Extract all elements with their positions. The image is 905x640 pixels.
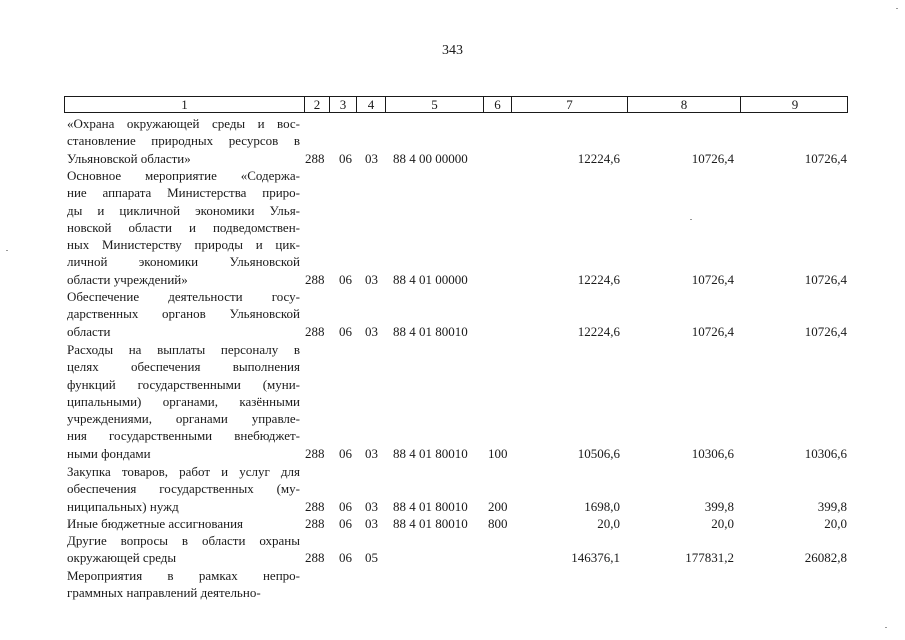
row-name [67,167,300,288]
row-name-line: ды и цикличной экономики Улья- [67,202,300,218]
cell-c2: 288 [305,150,325,166]
cell-c2: 288 [305,445,325,461]
header-col-6: 6 [484,97,512,112]
row-name-line: Расходы на выплаты персоналу в [67,342,300,357]
row-name-line: Основное мероприятие «Содержа- [67,168,300,183]
cell-c6: 800 [488,516,508,531]
cell-c3: 06 [339,550,352,566]
row-name [67,532,300,567]
cell-c9: 399,8 [817,498,847,514]
cell-c7: 146376,1 [571,550,620,566]
cell-c3: 06 [339,445,352,461]
row-name-line: дарственных органов Ульяновской [67,306,300,322]
cell-c9: 10306,6 [804,445,847,461]
cell-c3: 06 [339,150,352,166]
page-number: 343 [442,43,463,58]
cell-c4: 03 [365,271,378,287]
cell-c2: 288 [305,323,325,339]
row-name-line: Мероприятия в рамках непро- [67,568,300,583]
row-name-line: граммных направлений деятельно- [67,585,261,601]
cell-c7: 20,0 [597,516,620,531]
scan-speck [896,8,898,9]
header-col-1: 1 [65,97,305,112]
header-col-8: 8 [628,97,741,112]
cell-c5: 88 4 01 80010 [393,445,468,461]
cell-c5: 88 4 01 00000 [393,271,468,287]
cell-c8: 10306,6 [691,445,734,461]
cell-c3: 06 [339,271,352,287]
cell-c8: 10726,4 [691,323,734,339]
cell-c7: 10506,6 [577,445,620,461]
cell-c2: 288 [305,498,325,514]
row-name-line: Иные бюджетные ассигнования [67,516,244,531]
row-name-line: обеспечения государственных (му- [67,481,300,497]
cell-c8: 177831,2 [685,550,734,566]
row-name [67,288,300,340]
row-name-line: ниципальных) нужд [67,498,179,514]
cell-c4: 03 [365,516,378,531]
scan-speck [690,219,692,220]
table-header [64,96,848,113]
header-col-2: 2 [305,97,330,112]
cell-c8: 10726,4 [691,271,734,287]
cell-c7: 12224,6 [577,150,620,166]
row-name-line: новской области и подведомствен- [67,219,300,235]
cell-c3: 06 [339,498,352,514]
row-name-line: окружающей среды [67,550,177,566]
row-name-line: Закупка товаров, работ и услуг для [67,464,300,479]
cell-c4: 03 [365,445,378,461]
row-name-line: ными фондами [67,445,151,461]
row-name-line: Другие вопросы в области охраны [67,533,300,548]
row-name [67,515,300,532]
cell-c5: 88 4 01 80010 [393,498,468,514]
row-name-line: Обеспечение деятельности госу- [67,289,300,304]
cell-c4: 03 [365,323,378,339]
header-col-4: 4 [357,97,386,112]
row-name-line: учреждениями, органами управле- [67,411,300,427]
cell-c2: 288 [305,271,325,287]
cell-c2: 288 [305,550,325,566]
cell-c4: 03 [365,150,378,166]
cell-c3: 06 [339,323,352,339]
scan-speck [885,627,887,628]
row-name-line: целях обеспечения выполнения [67,359,300,375]
cell-c8: 399,8 [704,498,734,514]
cell-c9: 10726,4 [804,271,847,287]
row-name-line: ние аппарата Министерства приро- [67,185,300,201]
cell-c2: 288 [305,516,325,531]
cell-c8: 10726,4 [691,150,734,166]
header-col-9: 9 [791,97,799,112]
row-name-line: функций государственными (муни- [67,376,300,392]
row-name-line: «Охрана окружающей среды и вос- [67,116,300,131]
cell-c7: 1698,0 [584,498,620,514]
row-name-line: области учреждений» [67,271,188,287]
cell-c9: 10726,4 [804,323,847,339]
cell-c5: 88 4 01 80010 [393,323,468,339]
cell-c6: 200 [488,498,508,514]
cell-c3: 06 [339,516,352,531]
cell-c7: 12224,6 [577,323,620,339]
cell-c4: 05 [365,550,378,566]
row-name-line: ципальными) органами, казёнными [67,393,300,409]
cell-c6: 100 [488,445,508,461]
row-name-line: становление природных ресурсов в [67,133,300,149]
cell-c9: 20,0 [824,516,847,531]
scan-speck [6,250,8,251]
row-name [67,567,300,602]
cell-c9: 10726,4 [804,150,847,166]
row-name-line: личной экономики Ульяновской [67,254,300,270]
cell-c5: 88 4 00 00000 [393,150,468,166]
row-name-line: Ульяновской области» [67,150,191,166]
row-name-line: ных Министерству природы и цик- [67,237,300,253]
cell-c7: 12224,6 [577,271,620,287]
header-col-3: 3 [330,97,357,112]
cell-c9: 26082,8 [804,550,847,566]
header-col-5: 5 [386,97,484,112]
header-col-7: 7 [512,97,628,112]
cell-c4: 03 [365,498,378,514]
row-name-line: ния государственными внебюджет- [67,428,300,444]
cell-c5: 88 4 01 80010 [393,516,468,531]
cell-c8: 20,0 [711,516,734,531]
row-name [67,115,300,167]
row-name-line: области [67,323,111,339]
row-name [67,463,300,515]
row-name [67,341,300,462]
